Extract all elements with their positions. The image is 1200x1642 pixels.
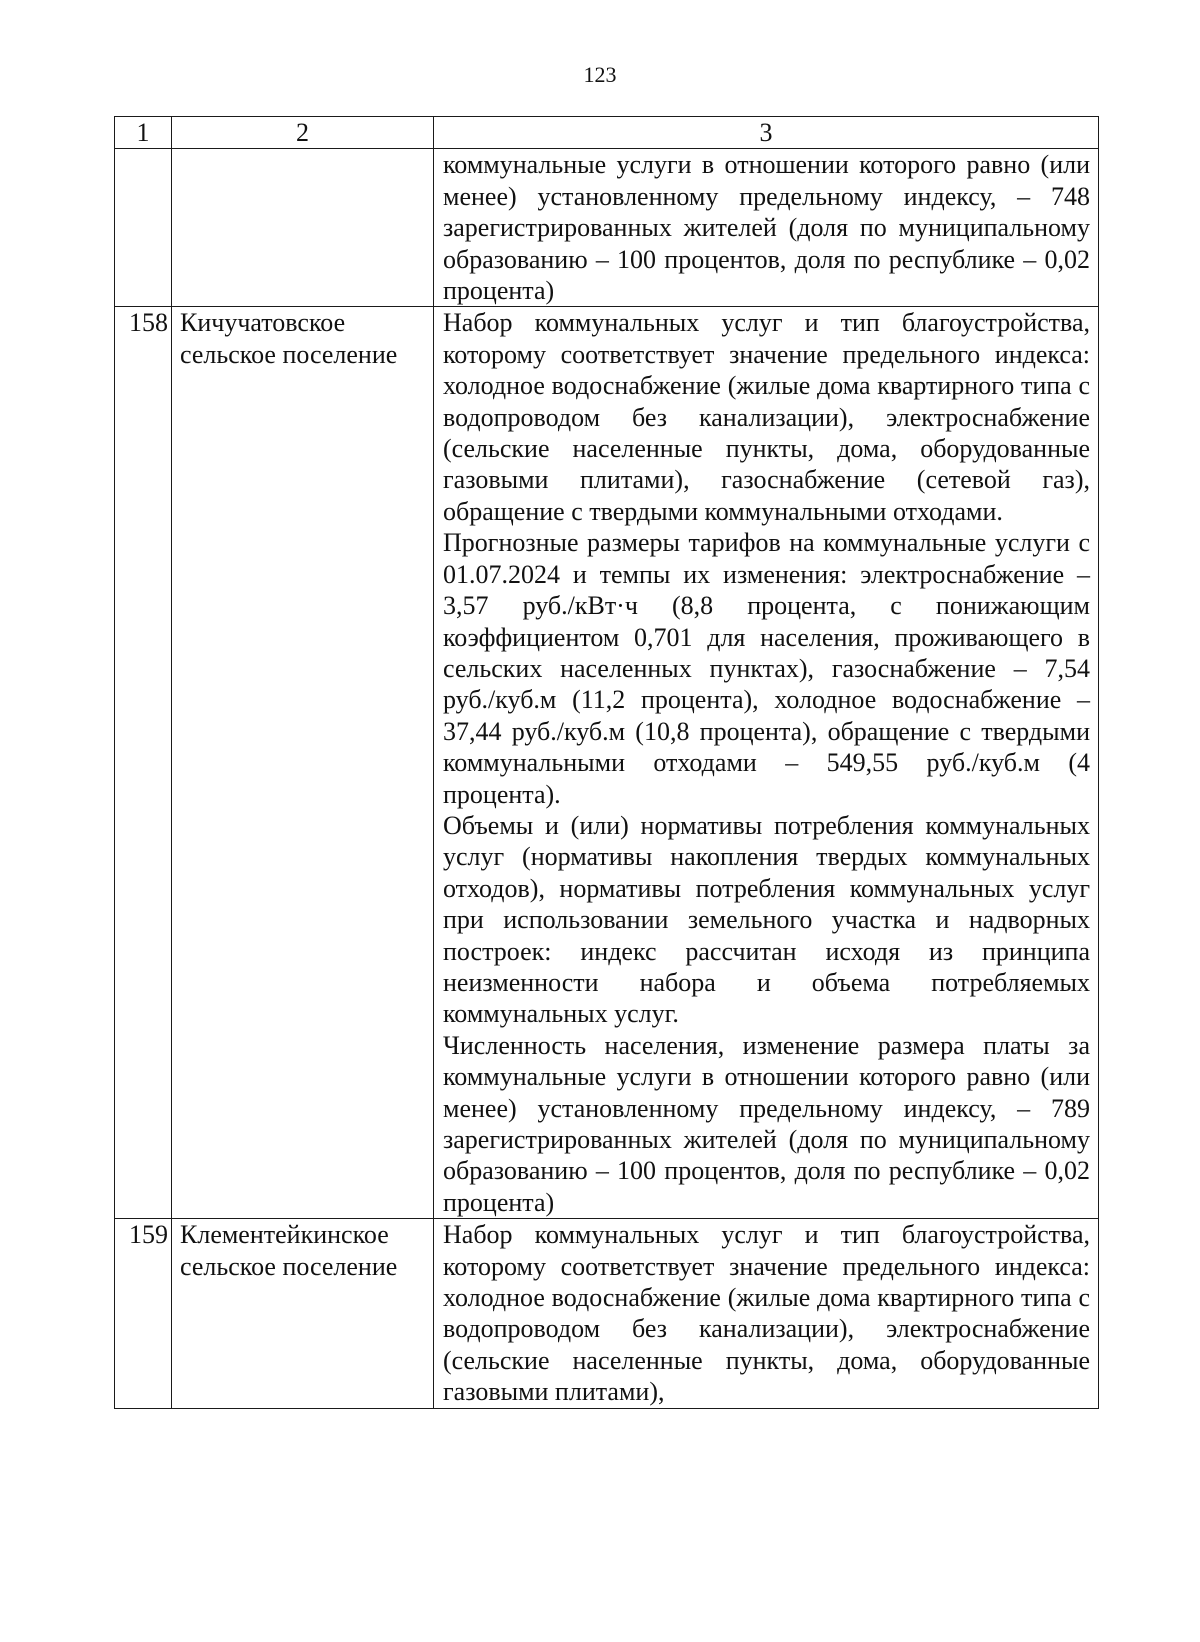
description-cell <box>434 307 1099 1219</box>
column-header-2: 2 <box>172 117 434 149</box>
paragraph-tariffs: Прогнозные размеры тарифов на коммунальные услуги с 01.07.2024 и темпы их изменения: электроснабжение – 3,57 руб./кВт·ч (8,8 процента, с понижающим коэффициентом 0,701 для населения, проживающего в сельских населенных пунктах), газоснабжение – 7,54 руб./куб.м (11,2 процента), холодное водоснабжение – 37,44 руб./куб.м (10,8 процента), обращение с твердыми коммунальными отходами – 549,55 руб./куб.м (4 процента). <box>443 528 1090 809</box>
column-header-3: 3 <box>434 117 1099 149</box>
continuation-paragraph: коммунальные услуги в отношении которого равно (или менее) установленному предельному индексу, – 748 зарегистрированных жителей (доля по муниципальному образованию – 100 процентов, доля по республике – 0,02 процента) <box>443 150 1090 306</box>
settlement-name-cell <box>172 1219 434 1408</box>
table-header-row <box>115 117 1099 149</box>
settlement-name-line1: Кичучатовское <box>180 308 346 338</box>
settlement-name-cell <box>172 307 434 1219</box>
table-row-158 <box>115 307 1099 1219</box>
paragraph-population: Численность населения, изменение размера платы за коммунальные услуги в отношении которого равно (или менее) установленному предельному индексу, – 789 зарегистрированных жителей (доля по муниципальному образованию – 100 процентов, доля по республике – 0,02 процента) <box>443 1030 1090 1217</box>
table-row-continuation <box>115 149 1099 307</box>
row-number-cell <box>115 149 172 307</box>
table-row-159 <box>115 1219 1099 1408</box>
paragraph-services-set: Набор коммунальных услуг и тип благоустройства, которому соответствует значение предельного индекса: холодное водоснабжение (жилые дома квартирного типа с водопроводом без канализации), электроснабжение (сельские населенные пункты, дома, оборудованные газовыми плитами), <box>443 1220 1090 1407</box>
settlement-name-cell <box>172 149 434 307</box>
row-number-cell: 159 <box>115 1219 172 1408</box>
paragraph-volumes: Объемы и (или) нормативы потребления коммунальных услуг (нормативы накопления твердых коммунальных отходов), нормативы потребления коммунальных услуг при использовании земельного участка и надворных построек: индекс рассчитан исходя из принципа неизменности набора и объема потребляемых коммунальных услуг. <box>443 810 1090 1029</box>
settlement-name-line2: сельское поселение <box>180 339 398 369</box>
description-cell <box>434 149 1099 307</box>
row-number-cell: 158 <box>115 307 172 1219</box>
settlement-name-line2: сельское поселение <box>180 1251 398 1281</box>
settlement-name-line1: Клементейкинское <box>180 1220 389 1250</box>
description-cell <box>434 1219 1099 1408</box>
paragraph-services-set: Набор коммунальных услуг и тип благоустройства, которому соответствует значение предельного индекса: холодное водоснабжение (жилые дома квартирного типа с водопроводом без канализации), электроснабжение (сельские населенные пункты, дома, оборудованные газовыми плитами), газоснабжение (сетевой газ), обращение с твердыми коммунальными отходами. <box>443 308 1090 526</box>
page-number: 123 <box>583 62 617 87</box>
tariff-table <box>114 116 1099 1409</box>
column-header-1: 1 <box>115 117 172 149</box>
